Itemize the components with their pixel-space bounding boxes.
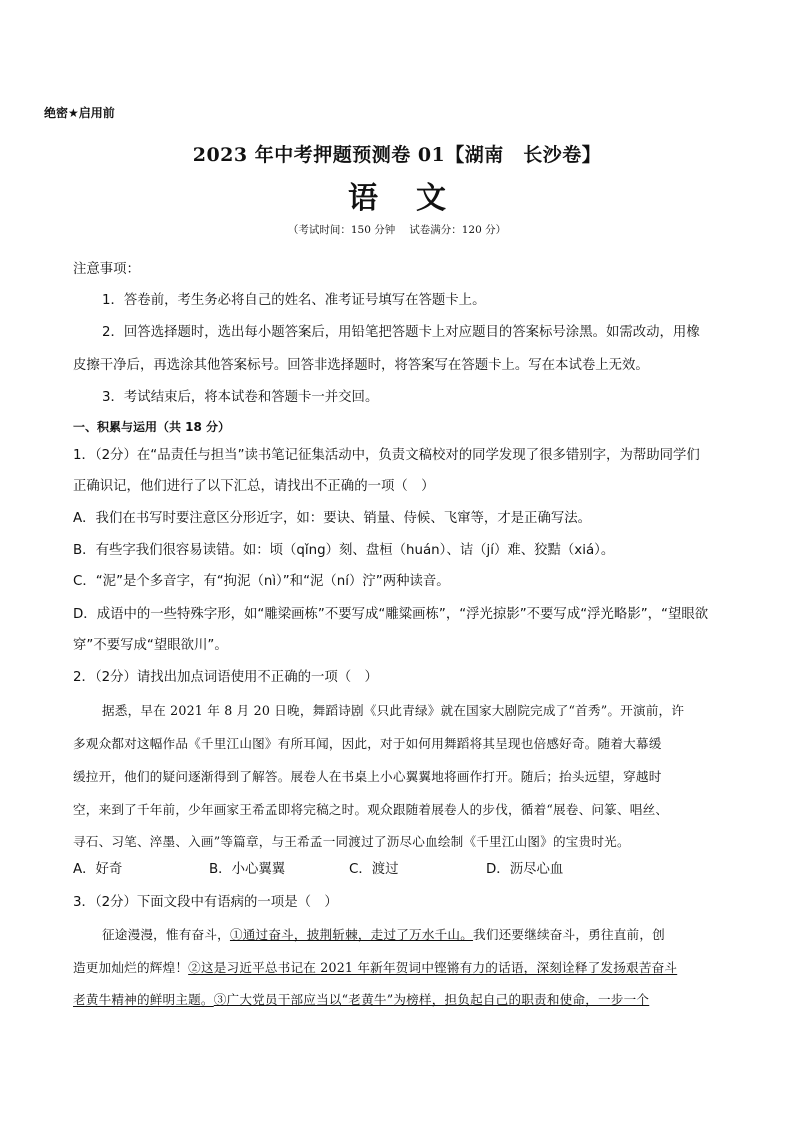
q3-sentence-2: ②这是习近平总书记在 2021 年新年贺词中铿锵有力的话语，深刻诠释了发扬艰苦奋斗 bbox=[188, 960, 678, 975]
q3-passage-line-2 bbox=[73, 957, 677, 976]
q1-option-d-line-2: 穿”不要写成“望眼欲川”。 bbox=[73, 638, 228, 653]
q1-stem-line-2: 正确识记，他们进行了以下汇总，请找出不正确的一项（ ） bbox=[73, 479, 435, 494]
q3-stem: 3．（2分）下面文段中有语病的一项是（ ） bbox=[73, 895, 338, 910]
q2-option-b: B．小心翼翼 bbox=[209, 862, 286, 877]
q2-option-c: C．渡过 bbox=[349, 862, 399, 877]
q2-stem: 2．（2分）请找出加点词语使用不正确的一项（ ） bbox=[73, 670, 378, 685]
full-score: 试卷满分：120 分） bbox=[409, 224, 507, 236]
q3-sentence-3: ③广大党员干部应当以“老黄牛”为榜样，担负起自己的职责和使命，一步一个 bbox=[213, 992, 650, 1007]
q3-sentence-2-end: 老黄牛精神的鲜明主题。 bbox=[73, 992, 214, 1007]
q1-option-b: B．有些字我们很容易读错。如：顷（qǐng）刻、盘桓（huán）、诘（jí）难、狡黠（xiá）。 bbox=[73, 543, 615, 558]
q3-p1-pre: 征途漫漫，惟有奋斗， bbox=[102, 927, 230, 942]
exam-time: （考试时间：150 分钟 bbox=[287, 224, 396, 236]
q3-p1-post: 我们还要继续奋斗，勇往直前，创 bbox=[473, 927, 665, 942]
notice-item-3: 3．考试结束后，将本试卷和答题卡一并交回。 bbox=[102, 390, 379, 405]
notice-item-2-line-2: 皮擦干净后，再选涂其他答案标号。回答非选择题时，将答案写在答题卡上。写在本试卷上无效。 bbox=[73, 358, 649, 373]
q2-passage-line-5: 寻石、习笔、淬墨、入画”等篇章，与王希孟一同渡过了沥尽心血绘制《千里江山图》的宝贵时光。 bbox=[73, 834, 630, 849]
q3-passage-line-1 bbox=[102, 924, 665, 943]
q3-passage-line-3 bbox=[73, 989, 649, 1008]
q1-option-c: C．“泥”是个多音字，有“拘泥（nì）”和“泥（ní）泞”两种读音。 bbox=[73, 574, 450, 589]
subject-title bbox=[0, 173, 794, 217]
q1-option-a: A．我们在书写时要注意区分形近字，如：要诀、销量、侍候、飞窜等，才是正确写法。 bbox=[73, 511, 592, 526]
notice-heading: 注意事项： bbox=[73, 262, 140, 277]
exam-info bbox=[0, 222, 794, 237]
q2-passage-line-3: 缓拉开，他们的疑问逐渐得到了解答。展卷人在书桌上小心翼翼地将画作打开。随后；抬头远望，穿越时 bbox=[73, 769, 662, 784]
q1-stem-line-1: 1．（2分）在“品责任与担当”读书笔记征集活动中，负责文稿校对的同学发现了很多错别字，为帮助同学们 bbox=[73, 448, 700, 463]
subject-char-1: 语 bbox=[348, 181, 378, 216]
q2-passage-line-2: 多观众都对这幅作品《千里江山图》有所耳闻，因此，对于如何用舞蹈将其呈现也倍感好奇。随着大幕缓 bbox=[73, 736, 662, 751]
exam-title: 2023 年中考押题预测卷 01【湖南 长沙卷】 bbox=[192, 144, 602, 166]
q2-option-d: D．沥尽心血 bbox=[486, 862, 564, 877]
notice-item-2-line-1: 2．回答选择题时，选出每小题答案后，用铅笔把答题卡上对应题目的答案标号涂黑。如需改动，用橡 bbox=[102, 325, 700, 340]
q1-option-d-line-1: D．成语中的一些特殊字形，如“雕梁画栋”不要写成“雕粱画栋”，“浮光掠影”不要写成“浮光略影”，“望眼欲 bbox=[73, 607, 709, 622]
q2-options bbox=[73, 858, 673, 878]
section-1-heading: 一、积累与运用（共 18 分） bbox=[73, 420, 231, 434]
q2-passage-line-4: 空，来到了千年前，少年画家王希孟即将完稿之时。观众跟随着展卷人的步伐，循着“展卷、问篆、唱丝、 bbox=[73, 802, 669, 817]
secret-label: 绝密★启用前 bbox=[44, 106, 115, 120]
subject-char-2: 文 bbox=[416, 181, 446, 216]
q2-passage-line-1: 据悉，早在 2021 年 8 月 20 日晚，舞蹈诗剧《只此青绿》就在国家大剧院完成了“首秀”。开演前，许 bbox=[102, 703, 685, 718]
notice-item-1: 1．答卷前，考生务必将自己的姓名、准考证号填写在答题卡上。 bbox=[102, 293, 486, 308]
q3-p2-pre: 造更加灿烂的辉煌！ bbox=[73, 960, 189, 975]
q3-sentence-1: ①通过奋斗，披荆斩棘，走过了万水千山。 bbox=[229, 927, 474, 942]
q2-option-a: A．好奇 bbox=[73, 862, 123, 877]
